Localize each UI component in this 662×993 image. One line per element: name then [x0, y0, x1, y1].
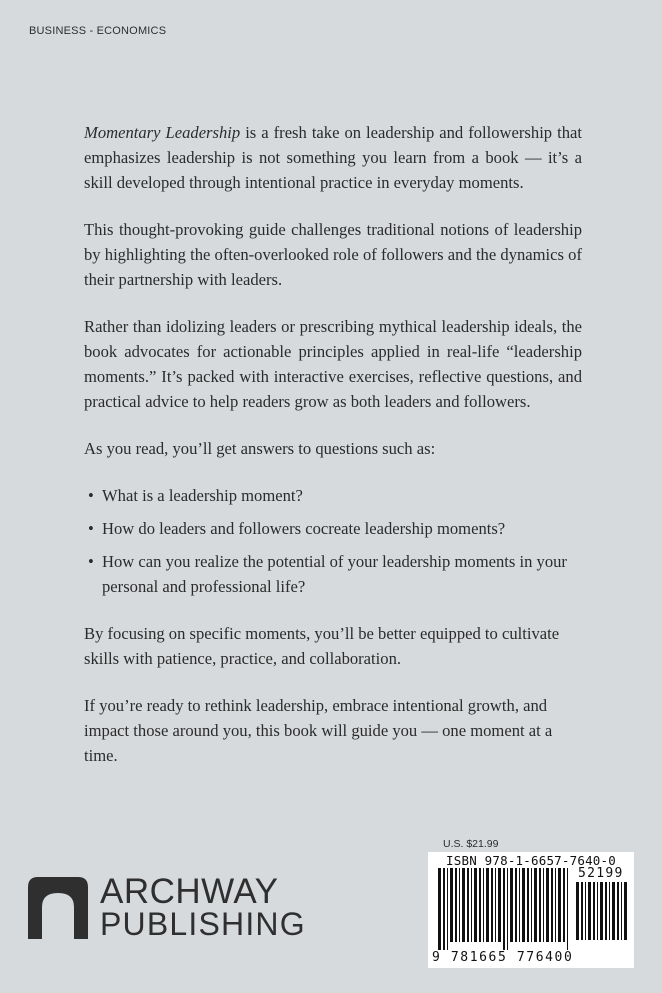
- blurb-paragraph-4: As you read, you’ll get answers to questions such as:: [84, 439, 436, 458]
- barcode-bar: [551, 868, 553, 942]
- barcode-bar: [527, 868, 529, 942]
- barcode-bar: [539, 868, 541, 942]
- barcode-bar: [605, 882, 607, 940]
- barcode-bar: [558, 868, 561, 942]
- blurb-paragraph-1-text: is a fresh take on leadership and followership that emphasizes leadership is not something you learn from a book — it’s a skill developed through intentional practice in everyday moments.: [84, 123, 582, 192]
- barcode-bar: [438, 868, 441, 950]
- price-label: U.S. $21.99: [443, 838, 499, 850]
- ean-barcode-bars: [438, 868, 572, 950]
- publisher-name-line1: ARCHWAY: [100, 872, 279, 911]
- barcode-bar: [588, 882, 591, 940]
- barcode-bar: [510, 868, 513, 942]
- isbn-barcode: [428, 852, 634, 968]
- category-label: BUSINESS - ECONOMICS: [29, 25, 167, 37]
- blurb-paragraph-5: By focusing on specific moments, you’ll be better equipped to cultivate skills with patience, practice, and collaboration.: [84, 624, 560, 668]
- bullet-icon: •: [88, 552, 94, 571]
- barcode-bar: [593, 882, 595, 940]
- list-item: [84, 483, 582, 508]
- barcode-bar: [467, 868, 469, 942]
- isbn-label: ISBN 978-1-6657-7640-0: [446, 853, 616, 868]
- barcode-bar: [555, 868, 556, 942]
- barcode-bar: [483, 868, 484, 942]
- list-item: [84, 516, 582, 541]
- back-cover-blurb: [84, 120, 582, 790]
- question-text: What is a leadership moment?: [102, 486, 303, 505]
- barcode-bar: [581, 882, 583, 940]
- barcode-bar: [617, 882, 619, 940]
- barcode-bar: [543, 868, 544, 942]
- addon-barcode-bars: [576, 882, 630, 948]
- book-title: Momentary Leadership: [84, 123, 241, 142]
- blurb-paragraph-1: [84, 120, 582, 195]
- bullet-icon: •: [88, 486, 94, 505]
- barcode-bar: [459, 868, 460, 942]
- barcode-bar: [503, 868, 505, 950]
- barcode-bar: [563, 868, 565, 942]
- barcode-bar: [443, 868, 445, 950]
- barcode-bar: [624, 882, 627, 940]
- barcode-bar: [491, 868, 493, 942]
- barcode-bar: [474, 868, 477, 942]
- barcode-bar: [612, 882, 615, 940]
- blurb-paragraph-2: This thought-provoking guide challenges traditional notions of leadership by highlighting the often-overlooked role of followers and the dynamics of their partnership with leaders.: [84, 220, 582, 289]
- barcode-bar: [546, 868, 549, 942]
- barcode-bar: [462, 868, 465, 942]
- addon-digits: 52199: [578, 866, 624, 881]
- publisher-logo: [28, 872, 306, 942]
- publisher-wordmark: [100, 872, 306, 942]
- barcode-bar: [585, 882, 586, 940]
- barcode-bar: [479, 868, 481, 942]
- blurb-paragraph-3: Rather than idolizing leaders or prescribing mythical leadership ideals, the book advocates for actionable principles applied in real-life “leadership moments.” It’s packed with interactive exercises, reflective questions, and practical advice to help readers grow as both leaders and followers.: [84, 317, 582, 411]
- question-text: How can you realize the potential of your leadership moments in your personal and professional life?: [102, 552, 567, 596]
- barcode-bar: [498, 868, 501, 942]
- barcode-bar: [600, 882, 603, 940]
- barcode-bar: [621, 882, 622, 940]
- question-list: [84, 483, 582, 599]
- question-text: How do leaders and followers cocreate leadership moments?: [102, 519, 506, 538]
- list-item: [84, 549, 582, 599]
- barcode-bar: [447, 868, 448, 950]
- archway-arch-icon: [28, 877, 88, 939]
- publisher-name-line2: PUBLISHING: [100, 906, 306, 942]
- barcode-bar: [471, 868, 472, 942]
- bullet-icon: •: [88, 519, 94, 538]
- barcode-bar: [597, 882, 598, 940]
- barcode-bar: [576, 882, 579, 940]
- barcode-bar: [515, 868, 517, 942]
- barcode-bar: [534, 868, 537, 942]
- barcode-bar: [486, 868, 489, 942]
- barcode-bar: [495, 868, 496, 942]
- barcode-bar: [450, 868, 453, 942]
- barcode-bar: [522, 868, 525, 942]
- barcode-bar: [519, 868, 520, 942]
- barcode-bar: [567, 868, 568, 950]
- barcode-bar: [455, 868, 457, 942]
- blurb-paragraph-6: If you’re ready to rethink leadership, embrace intentional growth, and impact those around you, this book will guide you — one moment at a time.: [84, 696, 553, 765]
- ean-digits: 9 781665 776400: [432, 950, 574, 965]
- barcode-bar: [531, 868, 532, 942]
- barcode-bar: [507, 868, 508, 950]
- barcode-bar: [609, 882, 610, 940]
